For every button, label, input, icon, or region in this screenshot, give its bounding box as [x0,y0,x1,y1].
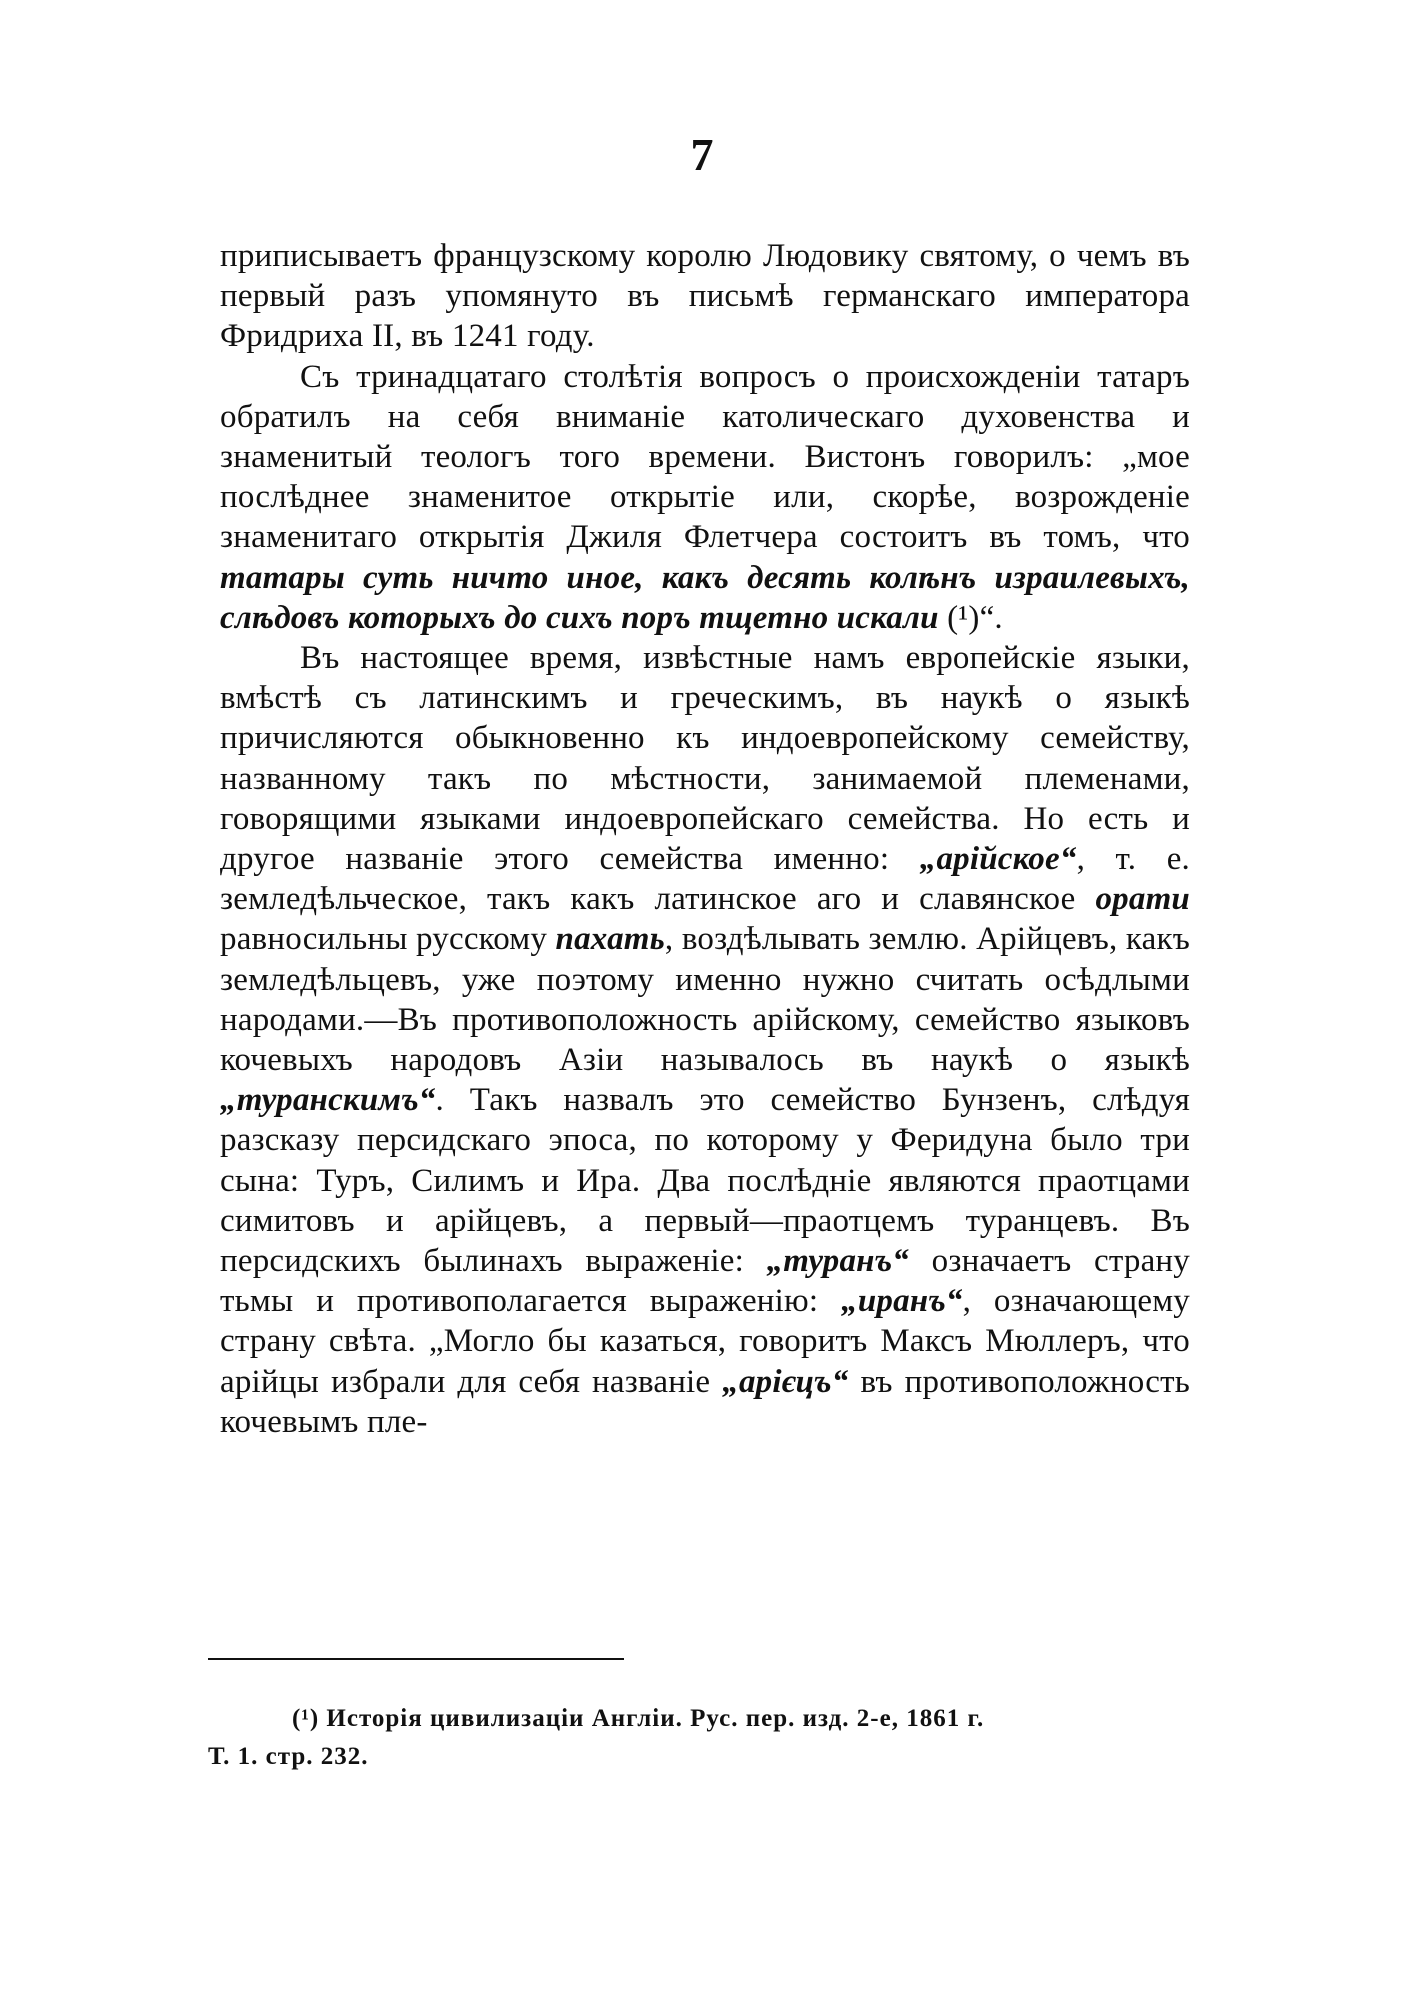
italic-phrase: орати [1095,881,1190,918]
footnote-line-1: (¹) Исторія цивилизаціи Англіи. Рус. пер. изд. 2-е, 1861 г. [292,1705,985,1732]
text-run: , воздѣлывать землю. Арійцевъ, какъ земледѣльцевъ, уже поэтому именно нужно считать осѣдлыми народами.—Въ противоположность арійскому, семейство языковъ кочевыхъ народовъ Азіи называлось въ наукѣ о языкѣ [220,921,1190,1079]
italic-phrase: „туранъ“ [766,1243,909,1280]
text-run: . Такъ назвалъ это семейство Бунзенъ, слѣдуя разсказу персидскаго эпоса, по которому у Феридуна было три сына: Туръ, Силимъ и Ира. Два послѣдніе являются праотцами симитовъ и арійцевъ, а первый—праотцемъ туранцевъ. Въ персидскихъ былинахъ выраженіе: [220,1082,1190,1280]
text-run: въ противоположность кочевымъ пле- [220,1363,1190,1440]
text-run: Съ тринадцатаго столѣтія вопросъ о происхожденіи татаръ обратилъ на себя вниманіе католическаго духовенства и знаменитый теологъ того времени. Вистонъ говорилъ: „мое послѣднее знаменитое открытіе или, скорѣе, возрожденіе знаменитаго открытія Джиля Флетчера состоитъ въ томъ, что [220,358,1190,556]
main-text [220,236,1190,1442]
text-run: приписываетъ французскому королю Людовику святому, о чемъ въ первый разъ упомянуто въ письмѣ германскаго императора Фридриха II, въ 1241 году. [220,238,1190,355]
paragraph-3 [220,638,1190,1442]
italic-phrase: пахать [555,921,665,958]
text-run: , означающему страну свѣта. „Могло бы казаться, говоритъ Максъ Мюллеръ, что арійцы избрали для себя названіе [220,1283,1190,1400]
text-run: (¹)“. [938,599,1003,636]
italic-phrase: „иранъ“ [841,1283,963,1320]
text-run: означаетъ страну тьмы и противополагается выраженію: [220,1243,1190,1320]
footnote-divider [208,1658,624,1660]
footnote [208,1700,1188,1776]
text-run: , т. е. земледѣльческое, такъ какъ латинское аго и славянское [220,841,1190,918]
italic-phrase: „арієцъ“ [722,1363,849,1400]
italic-phrase: татары суть ничто иное, какъ десять колѣнъ израилевыхъ, слѣдовъ которыхъ до сихъ поръ тщетно искали [220,559,1190,636]
paragraph-2 [220,357,1190,638]
page-number: 7 [690,129,714,180]
paragraph-1 [220,236,1190,357]
text-run: Въ настоящее время, извѣстные намъ европейскіе языки, вмѣстѣ съ латинскимъ и греческимъ, въ наукѣ о языкѣ причисляются обыкновенно къ индоевропейскому семейству, названному такъ по мѣстности, занимаемой племенами, говорящими языками индоевропейскаго семейства. Но есть и другое названіе этого семейства именно: [220,640,1190,878]
italic-phrase: „туранскимъ“ [220,1082,436,1119]
italic-phrase: „арійское“ [919,841,1077,878]
text-run: равносильны русскому [220,921,556,958]
footnote-line-2: Т. 1. стр. 232. [208,1743,369,1770]
